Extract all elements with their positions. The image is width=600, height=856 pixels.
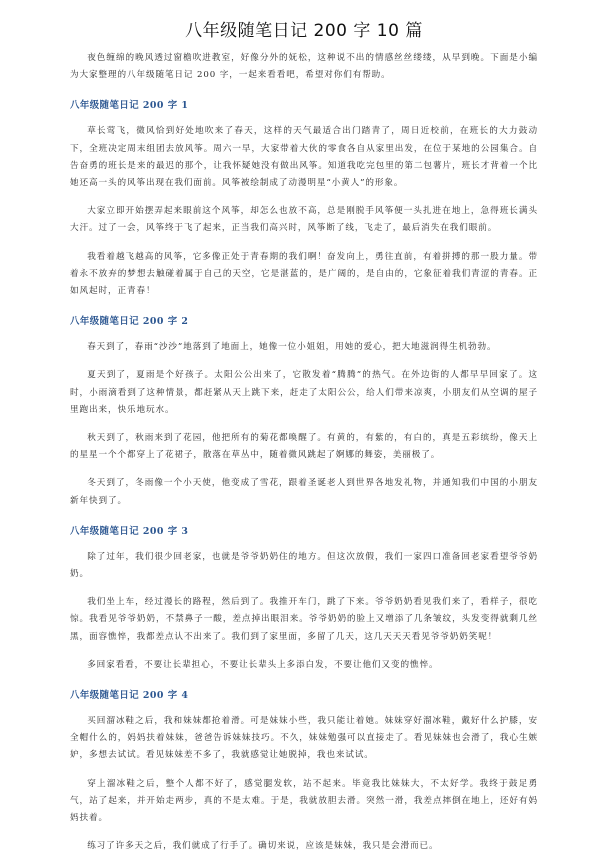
intro-paragraph: 夜色缠绵的晚风透过窗檐吹进教室，好像分外的妩松，这种说不出的情感丝丝缕缕，从早到晚。下面是小编为大家整理的八年级随笔日记 200 字，一起来看看吧，希望对你们有帮助。 <box>70 53 538 81</box>
section-2-paragraph-1: 春天到了，春雨“沙沙”地落到了地面上，她像一位小姐姐，用她的爱心，把大地滋润得生机勃勃。 <box>87 342 497 353</box>
section-1-paragraph-1: 草长莺飞，微风恰到好处地吹来了春天，这样的天气最适合出门踏青了，周日近校前，在班长的大力鼓动下，全班决定周末组团去放风筝。周六一早，大家带着大伙的零食各自从家里出发，在位于某地的公园集合。自告奋勇的班长是来的最迟的那个，让我怀疑她没有做出风筝。知道我吃完包里的第二包薯片，班长才背着一个比她还高一头的风筝出现在我们面前。风筝被绘制成了动漫明星“小黄人”的形象。 <box>70 126 538 189</box>
section-1-paragraph-2: 大家立即开始摆弄起来眼前这个风筝，却怎么也放不高，总是刚脱手风筝便一头扎进在地上，急得班长满头大汗。过了一会，风筝终于飞了起来，正当我们高兴时，风筝断了线，飞走了，最后消失在我们眼前。 <box>70 206 538 234</box>
section-heading-2: 八年级随笔日记 200 字 2 <box>70 316 189 328</box>
paragraph-gap <box>70 356 538 367</box>
paragraph-gap <box>70 646 538 657</box>
section-heading-3: 八年级随笔日记 200 字 3 <box>70 525 189 537</box>
section-heading-4: 八年级随笔日记 200 字 4 <box>70 690 189 702</box>
section-heading-1: 八年级随笔日记 200 字 1 <box>70 100 189 112</box>
paragraph-gap <box>70 827 538 838</box>
paragraph-gap <box>70 192 538 203</box>
document-title: 八年级随笔日记 200 字 10 篇 <box>185 21 423 41</box>
section-3-paragraph-3: 多回家看看，不要让长辈担心，不要让长辈头上多添白发，不要让他们又变的憔悴。 <box>87 659 439 670</box>
paragraph-gap <box>70 583 538 594</box>
paragraph-gap <box>70 464 538 475</box>
section-2-paragraph-4: 冬天到了，冬雨像一个小天使，他变成了雪花，跟着圣诞老人到世界各地发礼物，并通知我们中国的小朋友新年快到了。 <box>70 478 538 506</box>
paragraph-gap <box>70 238 538 249</box>
paragraph-gap <box>70 419 538 430</box>
section-1-paragraph-3: 我看着越飞越高的风筝，它多像正处于青春期的我们啊！奋发向上，勇往直前，有着拼搏的那一股力量。带着永不放弃的梦想去触碰着属于自己的天空，它是湛蓝的，是广阔的，是自由的，它象征着我们青涩的青春。正如风起时，正青春！ <box>70 251 538 297</box>
section-3-paragraph-1: 除了过年，我们很少回老家，也就是爷爷奶奶住的地方。但这次放假，我们一家四口准备回老家看望爷爷奶奶。 <box>70 551 538 580</box>
section-4-paragraph-1: 买回溜冰鞋之后，我和妹妹都抢着滑。可是妹妹小些，我只能让着她。妹妹穿好溜冰鞋，戴好什么护膝，安全帽什么的，妈妈扶着妹妹，爸爸告诉妹妹技巧。不久，妹妹勉强可以直接走了。看见妹妹也会滑了，我心生嫉妒，多想去试试。看见妹妹差不多了，我就感觉让她脱掉，我也来试试。 <box>70 716 538 761</box>
section-2-paragraph-3: 秋天到了，秋雨来到了花园，他把所有的菊花都唤醒了。有黄的，有紫的，有白的，真是五彩缤纷，像天上的星星一个个都穿上了花裙子，散落在草丛中，随着微风跳起了婀娜的舞姿，美丽极了。 <box>70 433 538 461</box>
section-2-paragraph-2: 夏天到了，夏雨是个好孩子。太阳公公出来了，它散发着“腾腾”的热气。在外边街的人都早早回家了。这时，小雨滴看到了这种情景，都赶紧从天上跳下来，赶走了太阳公公，给人们带来凉爽，小朋友们从空调的屋子里跑出来，快乐地玩水。 <box>70 370 538 415</box>
section-4-paragraph-3: 练习了许多天之后，我们就成了行手了。确切来说，应该是妹妹，我只是会滑而已。 <box>87 841 439 852</box>
section-4-paragraph-2: 穿上溜冰鞋之后，整个人都不好了，感觉腿发软，站不起来。毕竟我比妹妹大，不太好学。我终于鼓足勇气，站了起来，并开始走两步，真的不是太难。于是，我就放胆去滑。突然一滑，我差点摔倒在地上，还好有妈妈扶着。 <box>70 778 538 824</box>
sections-container <box>70 97 538 855</box>
paragraph-gap <box>70 765 538 776</box>
section-3-paragraph-2: 我们坐上车，经过漫长的路程，然后到了。我推开车门，跳了下来。爷爷奶奶看见我们来了，看样子，很吃惊。我看见爷爷奶奶，不禁鼻子一酸，差点掉出眼泪来。爷爷奶奶的脸上又增添了几条皱纹，头发变得就剩几丝黑，面容憔悴，我都差点认不出来了。我们到了家里面，多留了几天，这几天天天看见爷爷奶奶笑呢！ <box>70 597 538 642</box>
